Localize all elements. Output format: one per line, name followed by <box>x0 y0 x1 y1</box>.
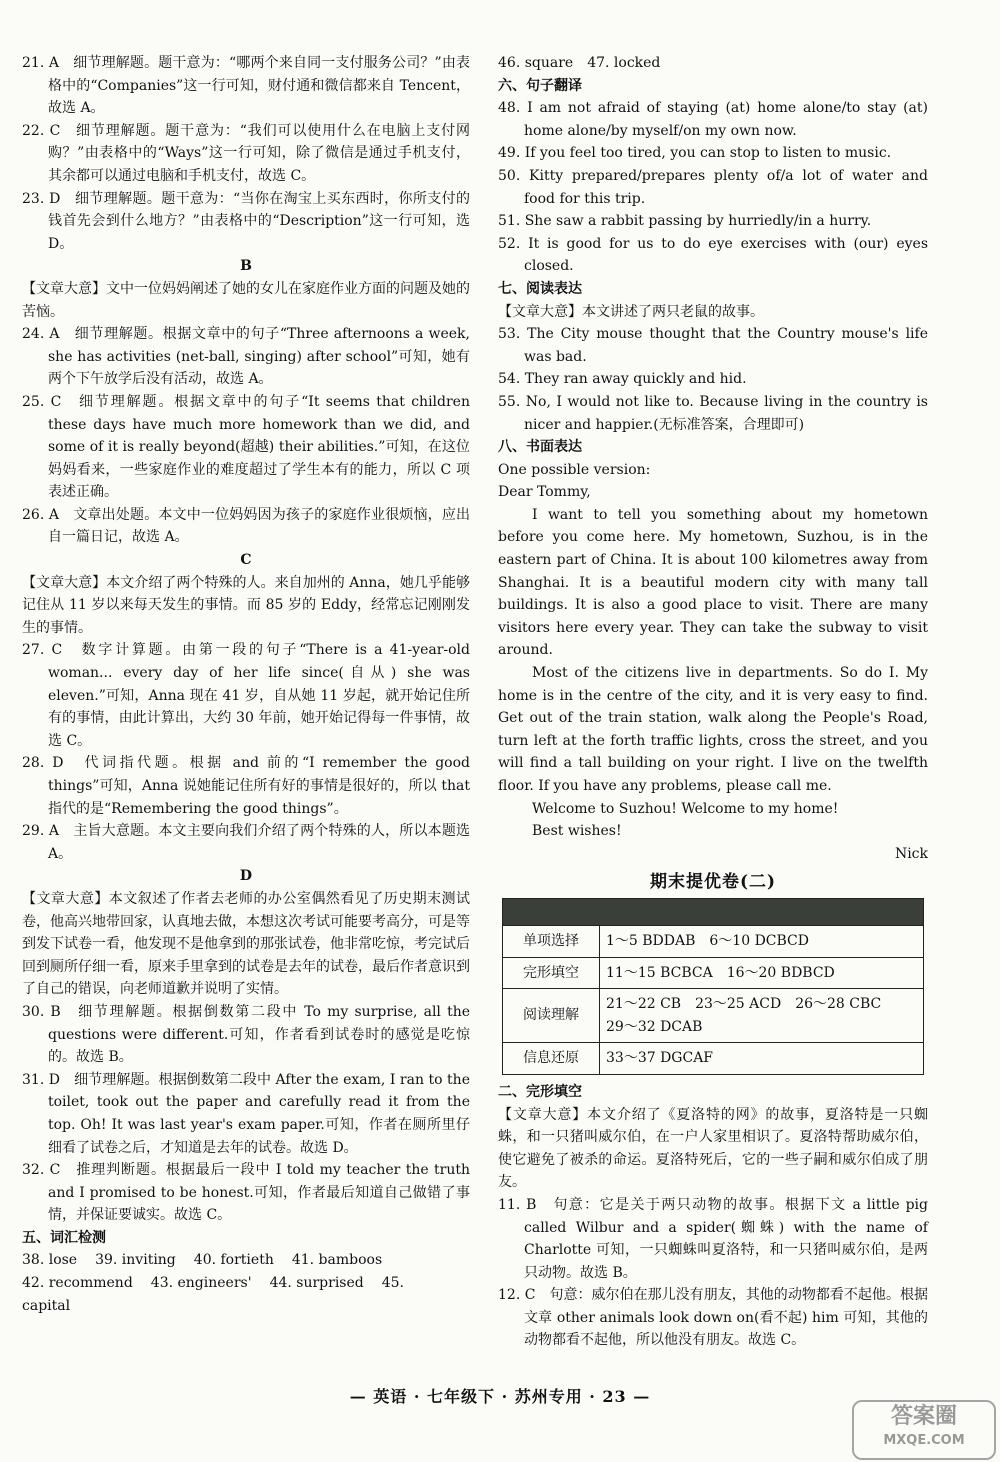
right-column <box>498 52 928 1352</box>
watermark-logo <box>852 1400 996 1460</box>
paragraph: 【文章大意】文中一位妈妈阐述了她的女儿在家庭作业方面的问题及她的苦恼。 <box>22 280 470 320</box>
answer-item: 30. B 细节理解题。根据倒数第二段中 To my surprise, all the questions were different.可知，作者看到试卷时的感觉是吃惊的。故选 B。 <box>22 1003 470 1066</box>
section-letter: B <box>240 258 252 275</box>
vocab-answer: 45. capital <box>22 1275 404 1314</box>
paragraph: Nick <box>894 845 928 862</box>
answer-item: 25. C 细节理解题。根据文章中的句子“It seems that children these days have much more homework than we did, and some of it is really beyond(超越) their abilities.”可知，在这位妈妈看来，一些家庭作业的难度超过了学生本有的能力，所以 C 项表述正确。 <box>22 393 470 501</box>
section-letter: C <box>240 552 252 569</box>
paragraph: 二、完形填空 <box>498 1083 582 1100</box>
answer-item: 31. D 细节理解题。根据倒数第二段中 After the exam, I ran to the toilet, took out the paper and carefully read it from the top. Oh! It was last year's exam paper.可知，作者在厕所里仔细看了试卷之后，才知道是去年的试卷。故选 D。 <box>22 1071 470 1156</box>
row-category: 单项选择 <box>503 925 600 957</box>
row-answers: 21～22 CB 23～25 ACD 26～28 CBC 29～32 DCAB <box>600 989 924 1043</box>
answer-item: 53. The City mouse thought that the Country mouse's life was bad. <box>498 326 928 365</box>
paragraph: I want to tell you something about my hometown before you come here. My hometown, Suzhou, is in the eastern part of China. It is about 100 kilometres away from Shanghai. It is a beautiful modern city with many tall buildings. It is also a good place to visit. There are many visitors here every year. They can take the subway to visit around. <box>498 506 928 659</box>
answer-item: 54. They ran away quickly and hid. <box>498 371 747 388</box>
answer-item: 24. A 细节理解题。根据文章中的句子“Three afternoons a week, she has activities (net-ball, singing) after school”可知，她有两个下午放学后没有活动，故选 A。 <box>22 326 470 388</box>
answer-item: 48. I am not afraid of staying (at) home alone/to stay (at) home alone/by myself/on my own now. <box>498 100 928 139</box>
watermark-url: MXQE.COM <box>883 1433 965 1448</box>
paragraph: 【文章大意】本文介绍了两个特殊的人。来自加州的 Anna，她几乎能够记住从 11 岁以来每天发生的事情。而 85 岁的 Eddy，经常忘记刚刚发生的事情。 <box>22 574 470 636</box>
answer-item: 26. A 文章出处题。本文中一位妈妈因为孩子的家庭作业很烦恼，应出自一篇日记，故选 A。 <box>22 506 470 546</box>
watermark-text: 答案圈 <box>890 1404 957 1429</box>
table-header <box>503 898 924 925</box>
vocab-answer: 38. lose <box>22 1252 78 1269</box>
vocab-answer: 40. fortieth <box>193 1252 274 1269</box>
answer-item: 52. It is good for us to do eye exercises with (our) eyes closed. <box>498 235 928 275</box>
row-category: 完形填空 <box>503 957 600 989</box>
vocab-answer: 42. recommend <box>22 1275 133 1292</box>
answer-item: 51. She saw a rabbit passing by hurriedly/in a hurry. <box>498 213 872 230</box>
answer-item: 21. A 细节理解题。题干意为：“哪两个来自同一支付服务公司？”由表格中的“Companies”这一行可知，财付通和微信都来自 Tencent，故选 A。 <box>22 55 470 117</box>
answer-item: 27. C 数字计算题。由第一段的句子“There is a 41-year-old woman... every day of her life since(自从) she was eleven.”可知，Anna 现在 41 岁，自从她 11 岁起，就开始记住所有的事情，由此计算出，大约 30 年前，她开始记得每一件事情，故选 C。 <box>22 642 470 749</box>
row-answers: 11～15 BCBCA 16～20 BDBCD <box>600 957 924 989</box>
answer-item: 28. D 代词指代题。根据 and 前的“I remember the good things”可知，Anna 说她能记住所有好的事情是很好的，所以 that 指代的是“Remembering the good things”。 <box>22 755 470 817</box>
paragraph: One possible version: <box>498 461 651 478</box>
paragraph: Most of the citizens live in departments. So do I. My home is in the centre of the city, and it is very easy to find. Get out of the train station, walk along the People's Road, turn left at the forth traffic lights, cross the street, and you will find a tall building on your right. I live on the twelfth floor. If you have any problems, please call me. <box>498 665 928 794</box>
exam-title: 期末提优卷(二) <box>649 872 777 893</box>
paragraph: Best wishes! <box>532 823 622 840</box>
paragraph: Welcome to Suzhou! Welcome to my home! <box>532 800 839 817</box>
paragraph: 七、阅读表达 <box>498 280 582 297</box>
paragraph: 八、书面表达 <box>498 439 582 456</box>
answer-item: 12. C 句意：威尔伯在那儿没有朋友，其他的动物都看不起他。根据文章 other animals look down on(看不起) him 可知，其他的动物都看不起他，所以他没有朋友。故选 C。 <box>498 1287 928 1349</box>
answer-item: 23. D 细节理解题。题干意为：“当你在淘宝上买东西时，你所支付的钱首先会到什么地方？”由表格中的“Description”这一行可知，选 D。 <box>22 190 470 252</box>
row-category: 信息还原 <box>503 1043 600 1075</box>
paragraph: 【文章大意】本文讲述了两只老鼠的故事。 <box>498 303 764 320</box>
table-row <box>503 1043 924 1075</box>
answer-item: 32. C 推理判断题。根据最后一段中 I told my teacher the truth and I promised to be honest.可知，作者最后知道自己做错了事情，并保证要诚实。故选 C。 <box>22 1162 470 1224</box>
answer-item: 50. Kitty prepared/prepares plenty of/a lot of water and food for this trip. <box>498 167 928 207</box>
paragraph: Dear Tommy, <box>498 484 591 501</box>
answer-table <box>502 898 924 1075</box>
vocab-answer: 39. inviting <box>95 1252 176 1269</box>
vocab-answer: 44. surprised <box>269 1275 364 1292</box>
row-category: 阅读理解 <box>503 989 600 1043</box>
page-footer: — 英语 · 七年级下 · 苏州专用 · 23 — <box>349 1387 651 1406</box>
left-column <box>22 52 470 1317</box>
vocab-row <box>22 1249 470 1272</box>
paragraph: 五、词汇检测 <box>22 1229 106 1246</box>
table-row <box>503 989 924 1043</box>
answer-item: 29. A 主旨大意题。本文主要向我们介绍了两个特殊的人，所以本题选 A。 <box>22 823 470 862</box>
table-row <box>503 957 924 989</box>
vocab-answer: 43. engineers' <box>150 1275 252 1292</box>
table-row <box>503 925 924 957</box>
paragraph: 【文章大意】本文介绍了《夏洛特的网》的故事，夏洛特是一只蜘蛛，和一只猪叫威尔伯，在一户人家里相识了。夏洛特帮助威尔伯，使它避免了被杀的命运。夏洛特死后，它的一些子嗣和威尔伯成了朋友。 <box>498 1106 928 1191</box>
paragraph: 【文章大意】本文叙述了作者去老师的办公室偶然看见了历史期末测试卷，他高兴地带回家，认真地去做，本想这次考试可能要考高分，可是等到发下试卷一看，他发现不是他拿到的那张试卷，他非常吃惊，考完试后回到厕所仔细一看，原来手里拿到的试卷是去年的试卷，最后作者意识到了自己的错误，向老师道歉并说明了实情。 <box>22 890 470 998</box>
answer-item: 11. B 句意：它是关于两只动物的故事。根据下文 a little pig called Wilbur and a spider(蜘蛛) with the name of Charlotte 可知，一只蜘蛛叫夏洛特，和一只猪叫威尔伯，是两只动物。故选 B。 <box>498 1196 928 1281</box>
row-answers: 33～37 DGCAF <box>600 1043 924 1075</box>
answer-item: 55. No, I would not like to. Because living in the country is nicer and happier.(无标准答案，合理即可) <box>498 393 928 433</box>
paragraph: 六、句子翻译 <box>498 77 582 94</box>
section-letter: D <box>239 868 253 885</box>
vocab-row <box>22 1272 470 1317</box>
paragraph: 46. square 47. locked <box>498 55 661 71</box>
answer-item: 49. If you feel too tired, you can stop to listen to music. <box>498 145 892 162</box>
answer-item: 22. C 细节理解题。题干意为：“我们可以使用什么在电脑上支付网购？”由表格中的“Ways”这一行可知，除了微信是通过手机支付，其余都可以通过电脑和手机支付，故选 C。 <box>22 122 470 184</box>
vocab-answer: 41. bamboos <box>291 1252 383 1269</box>
row-answers: 1～5 BDDAB 6～10 DCBCD <box>600 925 924 957</box>
